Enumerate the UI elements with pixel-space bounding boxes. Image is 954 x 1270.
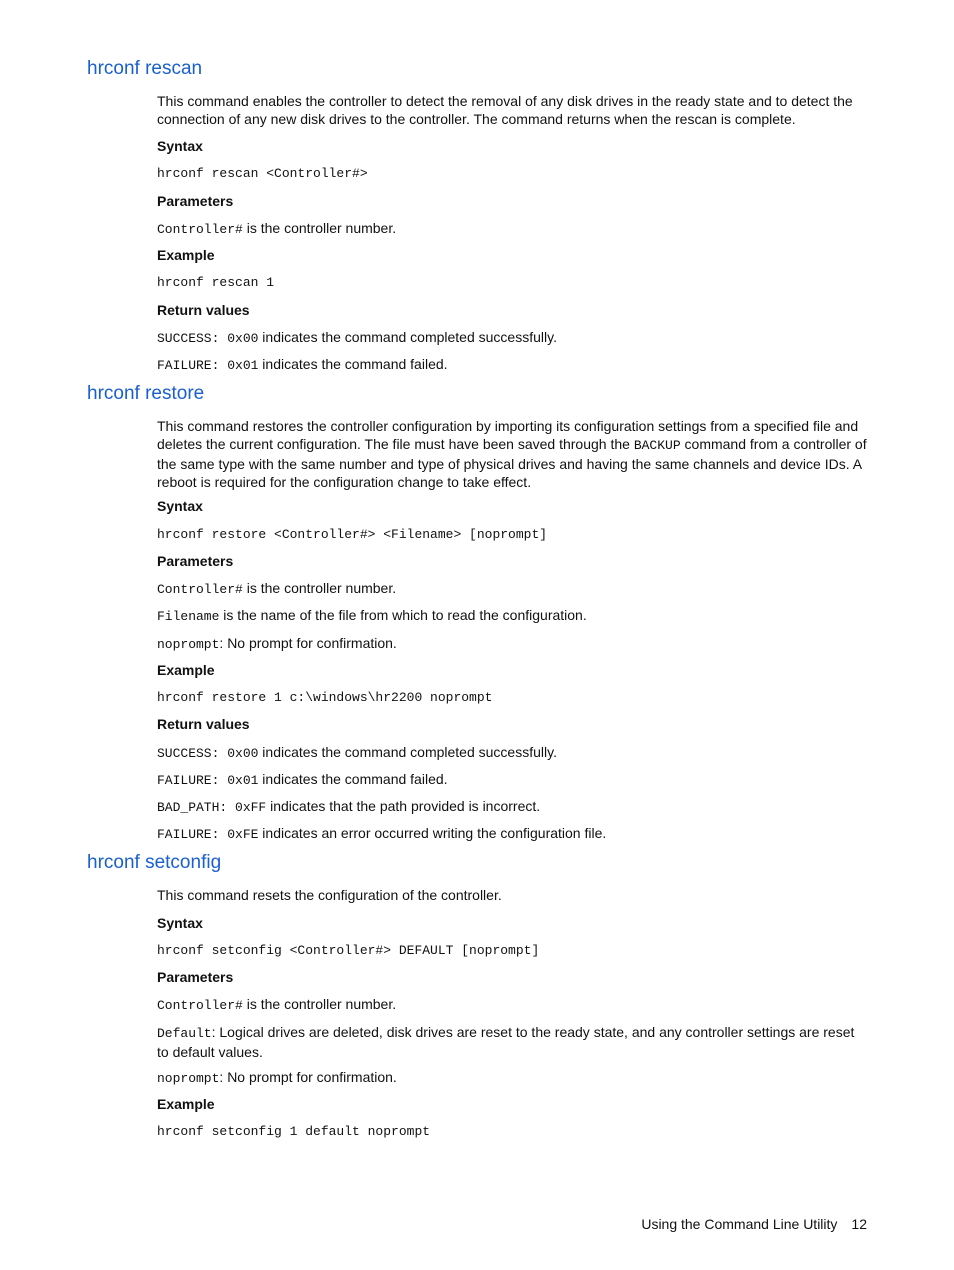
- setconfig-param-noprompt: noprompt: No prompt for confirmation.: [157, 1069, 397, 1086]
- restore-return-failure-fe: FAILURE: 0xFE indicates an error occurred writing the configuration file.: [157, 825, 607, 842]
- restore-param-filename: Filename is the name of the file from which to read the configuration.: [157, 607, 587, 624]
- restore-return-label: Return values: [157, 716, 250, 732]
- page-footer: [641, 1216, 867, 1232]
- rescan-example: hrconf rescan 1: [157, 275, 275, 290]
- setconfig-description: This command resets the configuration of the controller.: [157, 887, 502, 903]
- restore-description: This command restores the controller configuration by importing its configuration settings from a specified file and deletes the current configuration. The file must have been saved through the BACKUP command from a controller of the same type with the same number and type of physical drives and having the same channels and device IDs. A reboot is required for the configuration change to take effect.: [157, 418, 867, 490]
- restore-return-success: SUCCESS: 0x00 indicates the command completed successfully.: [157, 744, 557, 761]
- rescan-param-controller: Controller# is the controller number.: [157, 220, 397, 237]
- setconfig-syntax-label: Syntax: [157, 915, 203, 931]
- restore-return-failure: FAILURE: 0x01 indicates the command failed.: [157, 771, 448, 788]
- restore-param-controller: Controller# is the controller number.: [157, 580, 397, 597]
- section-title-rescan: hrconf rescan: [87, 58, 203, 79]
- footer-title: Using the Command Line Utility: [641, 1216, 838, 1232]
- rescan-return-success: SUCCESS: 0x00 indicates the command completed successfully.: [157, 329, 557, 346]
- rescan-return-failure: FAILURE: 0x01 indicates the command failed.: [157, 356, 448, 373]
- rescan-syntax-label: Syntax: [157, 138, 203, 154]
- rescan-return-label: Return values: [157, 302, 250, 318]
- setconfig-parameters-label: Parameters: [157, 969, 234, 985]
- setconfig-param-controller: Controller# is the controller number.: [157, 996, 397, 1013]
- rescan-description: This command enables the controller to detect the removal of any disk drives in the ready state and to detect the connection of any new disk drives to the controller. The command returns when the rescan is complete.: [157, 93, 853, 127]
- restore-syntax: hrconf restore <Controller#> <Filename> [noprompt]: [157, 527, 548, 542]
- restore-param-noprompt: noprompt: No prompt for confirmation.: [157, 635, 397, 652]
- setconfig-example-label: Example: [157, 1096, 215, 1112]
- setconfig-syntax: hrconf setconfig <Controller#> DEFAULT [noprompt]: [157, 943, 540, 958]
- section-title-setconfig: hrconf setconfig: [87, 852, 222, 873]
- restore-syntax-label: Syntax: [157, 498, 203, 514]
- restore-example: hrconf restore 1 c:\windows\hr2200 noprompt: [157, 690, 493, 705]
- section-title-restore: hrconf restore: [87, 383, 205, 404]
- rescan-example-label: Example: [157, 247, 215, 263]
- rescan-syntax: hrconf rescan <Controller#>: [157, 166, 368, 181]
- page-number: 12: [851, 1216, 867, 1232]
- restore-example-label: Example: [157, 662, 215, 678]
- restore-return-bad-path: BAD_PATH: 0xFF indicates that the path provided is incorrect.: [157, 798, 541, 815]
- setconfig-example: hrconf setconfig 1 default noprompt: [157, 1124, 431, 1139]
- rescan-parameters-label: Parameters: [157, 193, 234, 209]
- restore-parameters-label: Parameters: [157, 553, 234, 569]
- setconfig-param-default: Default: Logical drives are deleted, disk drives are reset to the ready state, and any controller settings are reset to default values.: [157, 1024, 855, 1060]
